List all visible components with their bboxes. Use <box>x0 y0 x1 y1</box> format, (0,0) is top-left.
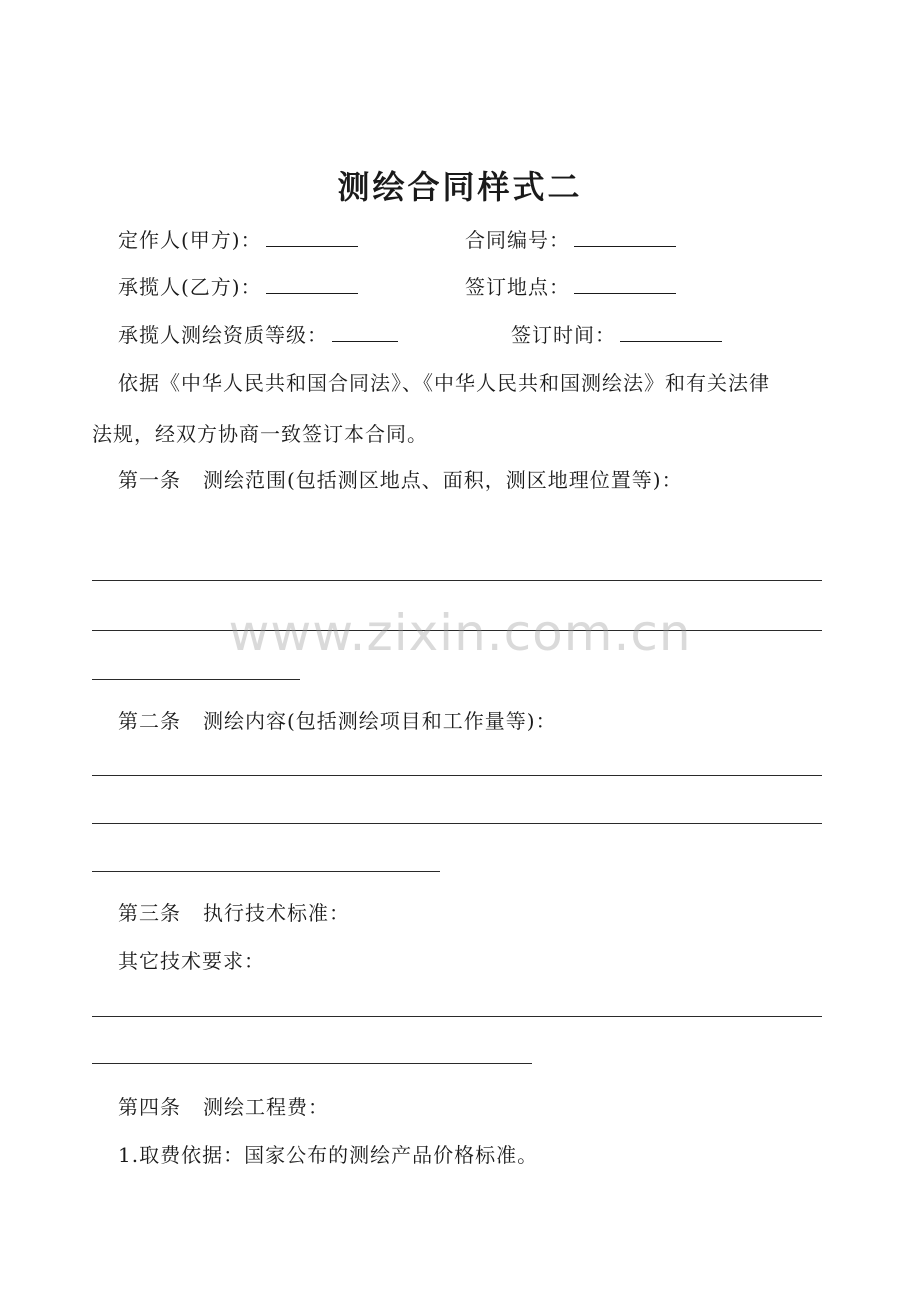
sign-place-blank[interactable] <box>574 292 676 294</box>
article-1-number: 第一条 <box>118 468 181 492</box>
intro-line-1: 依据《中华人民共和国合同法》、《中华人民共和国测绘法》和有关法律 <box>118 371 770 395</box>
article-2-text: 测绘内容(包括测绘项目和工作量等)： <box>203 709 557 733</box>
intro-line-2: 法规，经双方协商一致签订本合同。 <box>92 422 428 446</box>
qualification-label: 承揽人测绘资质等级： <box>118 323 328 347</box>
fill-line[interactable] <box>92 580 822 581</box>
article-4-number: 第四条 <box>118 1095 181 1119</box>
article-1 <box>118 464 683 493</box>
article-1-text: 测绘范围(包括测区地点、面积，测区地理位置等)： <box>203 468 683 492</box>
party-b-blank[interactable] <box>266 292 358 294</box>
article-3-text: 执行技术标准： <box>203 901 350 925</box>
contract-no-label: 合同编号： <box>465 228 570 252</box>
document-title: 测绘合同样式二 <box>337 168 583 206</box>
sign-time-blank[interactable] <box>620 340 722 342</box>
fill-line[interactable] <box>92 679 300 680</box>
fee-basis-item: 1.取费依据：国家公布的测绘产品价格标准。 <box>118 1143 539 1167</box>
article-2 <box>118 705 557 734</box>
sign-place-row <box>465 271 676 300</box>
article-4 <box>118 1091 329 1120</box>
watermark: www.zixin.com.cn <box>228 604 692 662</box>
fill-line[interactable] <box>92 823 822 824</box>
contract-no-row <box>465 224 676 253</box>
article-3 <box>118 897 350 926</box>
article-4-text: 测绘工程费： <box>203 1095 329 1119</box>
other-requirements: 其它技术要求： <box>118 949 265 973</box>
sign-place-label: 签订地点： <box>465 275 570 299</box>
fill-line[interactable] <box>92 1016 822 1017</box>
qualification-blank[interactable] <box>332 340 398 342</box>
fill-line[interactable] <box>92 1063 532 1064</box>
sign-time-row <box>511 319 722 348</box>
article-3-number: 第三条 <box>118 901 181 925</box>
qualification-row <box>118 319 398 348</box>
party-a-label: 定作人(甲方)： <box>118 228 262 252</box>
fill-line[interactable] <box>92 775 822 776</box>
party-b-label: 承揽人(乙方)： <box>118 275 262 299</box>
article-2-number: 第二条 <box>118 709 181 733</box>
sign-time-label: 签订时间： <box>511 323 616 347</box>
party-b-row <box>118 271 358 300</box>
fill-line[interactable] <box>92 871 440 872</box>
contract-no-blank[interactable] <box>574 245 676 247</box>
party-a-row <box>118 224 358 253</box>
party-a-blank[interactable] <box>266 245 358 247</box>
